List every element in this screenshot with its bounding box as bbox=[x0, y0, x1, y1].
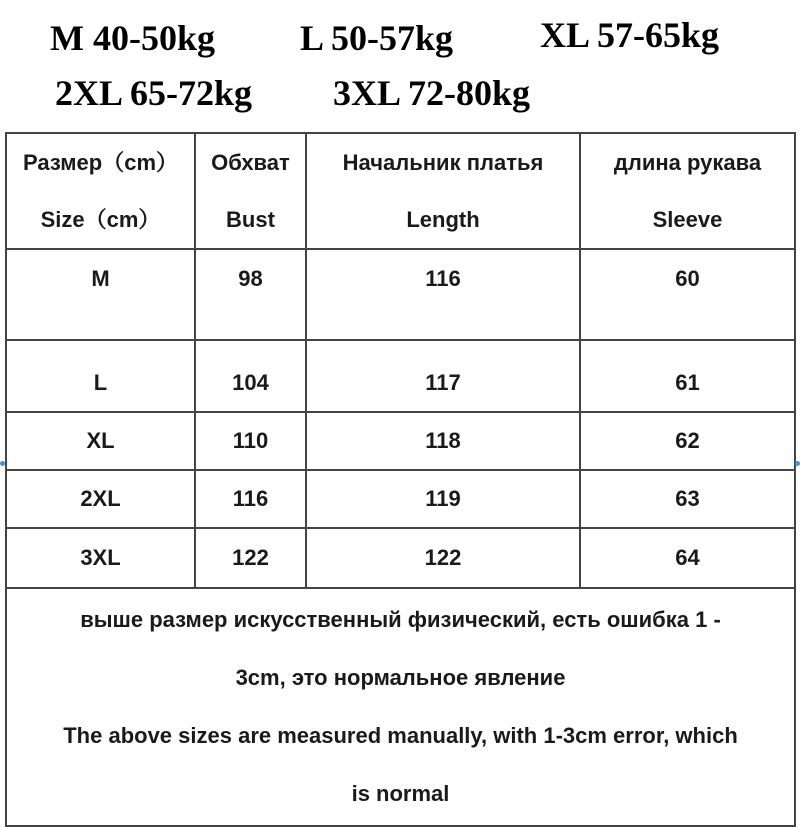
cell-sleeve: 61 bbox=[580, 340, 795, 412]
header-length-ru: Начальник платья bbox=[342, 150, 544, 175]
header-bust-ru: Обхват bbox=[211, 150, 290, 175]
weight-m: M 40-50kg bbox=[50, 18, 215, 58]
edge-dot-right bbox=[795, 461, 800, 466]
cell-size: L bbox=[6, 340, 195, 412]
header-bust-en: Bust bbox=[226, 207, 275, 232]
header-sleeve bbox=[580, 133, 795, 249]
cell-sleeve: 60 bbox=[580, 249, 795, 340]
cell-length: 116 bbox=[306, 249, 580, 340]
cell-bust: 110 bbox=[195, 412, 306, 470]
note-ru-line2: 3cm, это нормальное явление bbox=[235, 665, 566, 690]
header-length bbox=[306, 133, 580, 249]
cell-sleeve: 63 bbox=[580, 470, 795, 528]
cell-size: 3XL bbox=[6, 528, 195, 588]
cell-length: 117 bbox=[306, 340, 580, 412]
cell-length: 122 bbox=[306, 528, 580, 588]
edge-dot-left bbox=[0, 461, 5, 466]
cell-bust: 98 bbox=[195, 249, 306, 340]
header-size-ru: Размер（cm） bbox=[22, 150, 179, 175]
cell-length: 118 bbox=[306, 412, 580, 470]
cell-sleeve: 62 bbox=[580, 412, 795, 470]
measurement-note bbox=[6, 588, 795, 826]
note-en-line1: The above sizes are measured manually, with 1-3cm error, which bbox=[63, 723, 738, 748]
table-row bbox=[6, 249, 795, 340]
weight-2xl: 2XL 65-72kg bbox=[55, 73, 253, 113]
weight-3xl: 3XL 72-80kg bbox=[333, 73, 531, 113]
size-table bbox=[5, 132, 796, 827]
header-size-en: Size（cm） bbox=[40, 207, 161, 232]
cell-bust: 122 bbox=[195, 528, 306, 588]
weight-guide bbox=[0, 0, 800, 130]
table-header-row bbox=[6, 133, 795, 249]
table-row bbox=[6, 528, 795, 588]
header-length-en: Length bbox=[406, 207, 480, 232]
cell-bust: 104 bbox=[195, 340, 306, 412]
note-ru-line1: выше размер искусственный физический, есть ошибка 1 - bbox=[80, 607, 721, 632]
table-note-row bbox=[6, 588, 795, 826]
note-en-line2: is normal bbox=[351, 781, 450, 806]
header-size bbox=[6, 133, 195, 249]
header-sleeve-en: Sleeve bbox=[652, 207, 723, 232]
cell-bust: 116 bbox=[195, 470, 306, 528]
table-row bbox=[6, 412, 795, 470]
table-row bbox=[6, 470, 795, 528]
weight-l: L 50-57kg bbox=[300, 18, 454, 58]
cell-sleeve: 64 bbox=[580, 528, 795, 588]
header-sleeve-ru: длина рукава bbox=[613, 150, 762, 175]
cell-size: M bbox=[6, 249, 195, 340]
header-bust bbox=[195, 133, 306, 249]
table-row bbox=[6, 340, 795, 412]
cell-length: 119 bbox=[306, 470, 580, 528]
cell-size: 2XL bbox=[6, 470, 195, 528]
cell-size: XL bbox=[6, 412, 195, 470]
weight-xl: XL 57-65kg bbox=[540, 15, 720, 55]
